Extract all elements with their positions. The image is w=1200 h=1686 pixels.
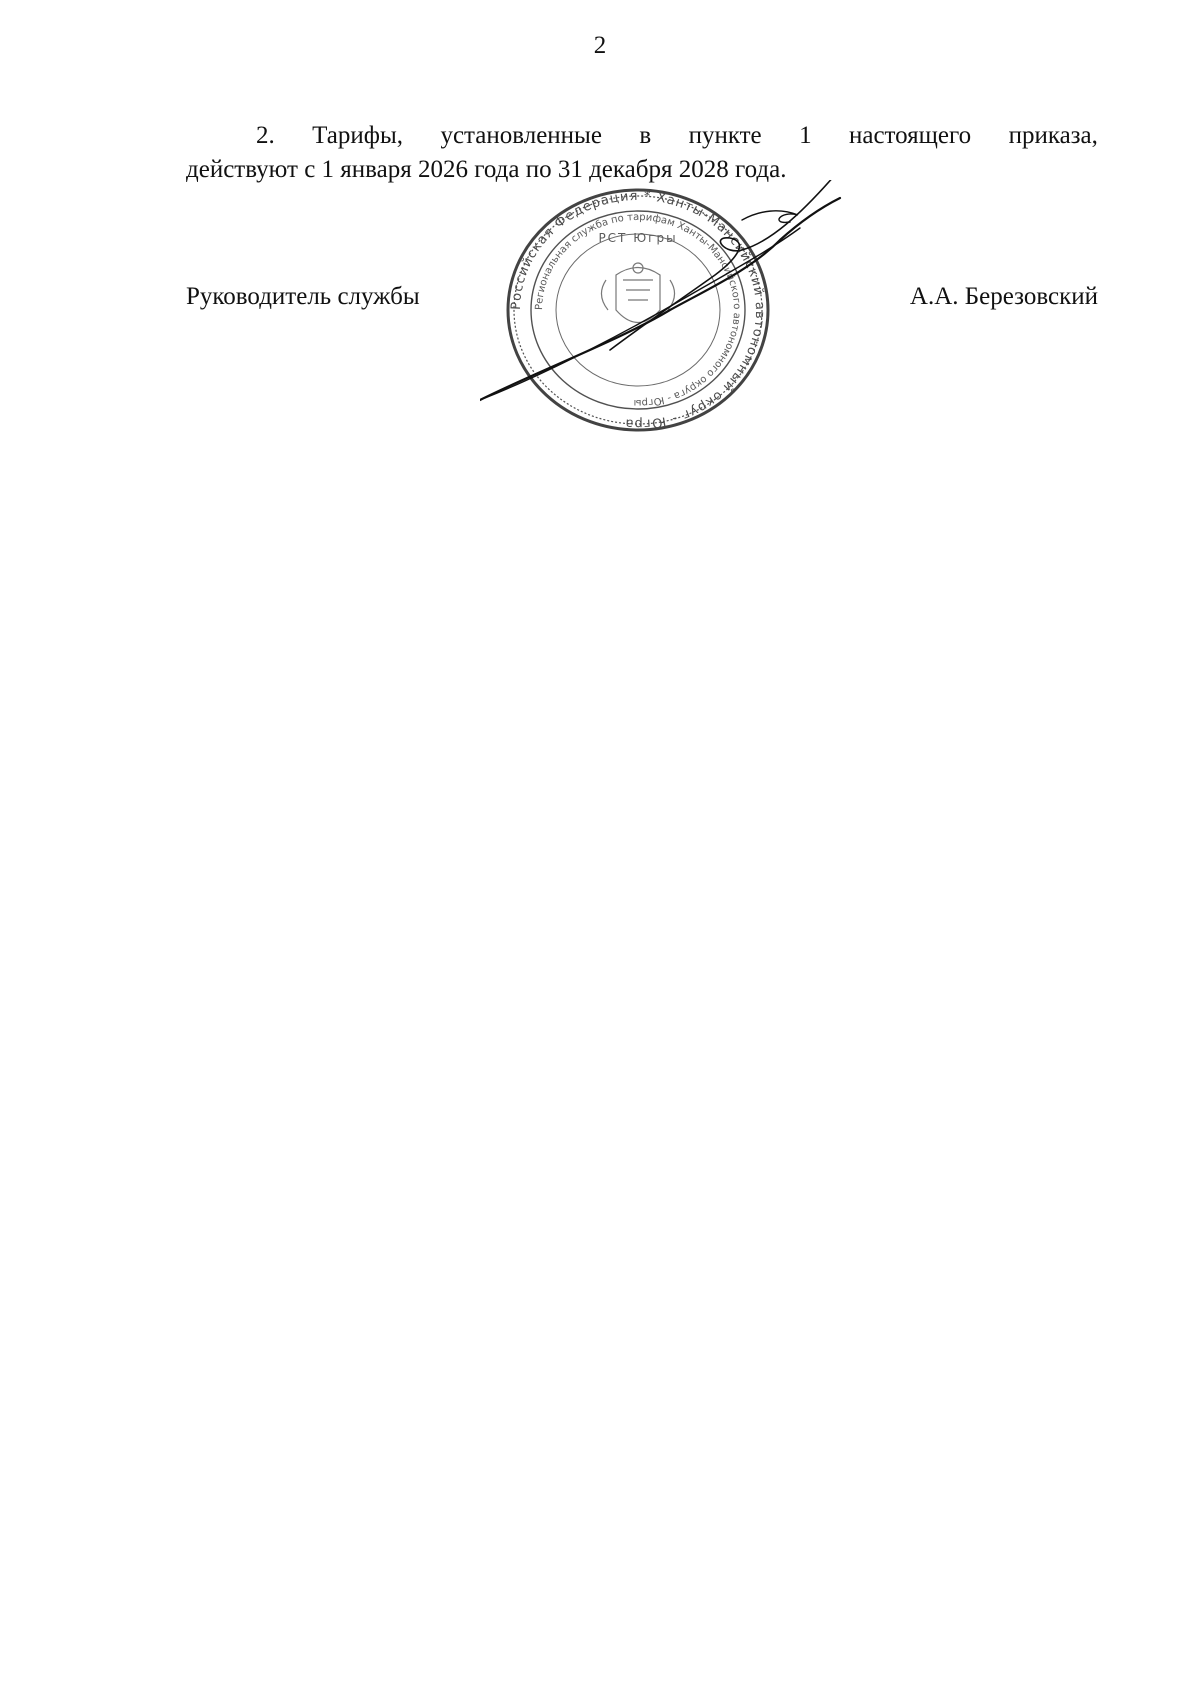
seal-center-text: РСТ Югры (598, 231, 678, 245)
tariff-paragraph (186, 119, 1098, 187)
paragraph-line-1 (186, 119, 1098, 153)
seal-outer-text: Российская Федерация * Ханты-Мансийский автономный округ - Югра (508, 188, 768, 432)
signatory-name: А.А. Березовский (909, 283, 1098, 310)
paragraph-word: Тарифы, (312, 122, 404, 149)
paragraph-word: пункте (688, 122, 762, 149)
item-number: 2. (256, 122, 275, 149)
paragraph-word: настоящего (848, 122, 972, 149)
page-number: 2 (593, 32, 607, 59)
paragraph-word: 1 (799, 122, 812, 149)
paragraph-word: установленные (440, 122, 602, 149)
paragraph-line-2: действуют с 1 января 2026 года по 31 декабря 2028 года. (186, 156, 787, 183)
signatory-role: Руководитель службы (186, 283, 420, 310)
paragraph-word: приказа, (1008, 122, 1098, 149)
paragraph-word: в (639, 122, 652, 149)
handwritten-signature-icon (480, 180, 910, 440)
seal-inner-text: Региональная служба по тарифам Ханты-Мансийского автономного округа - Югры (533, 211, 743, 409)
